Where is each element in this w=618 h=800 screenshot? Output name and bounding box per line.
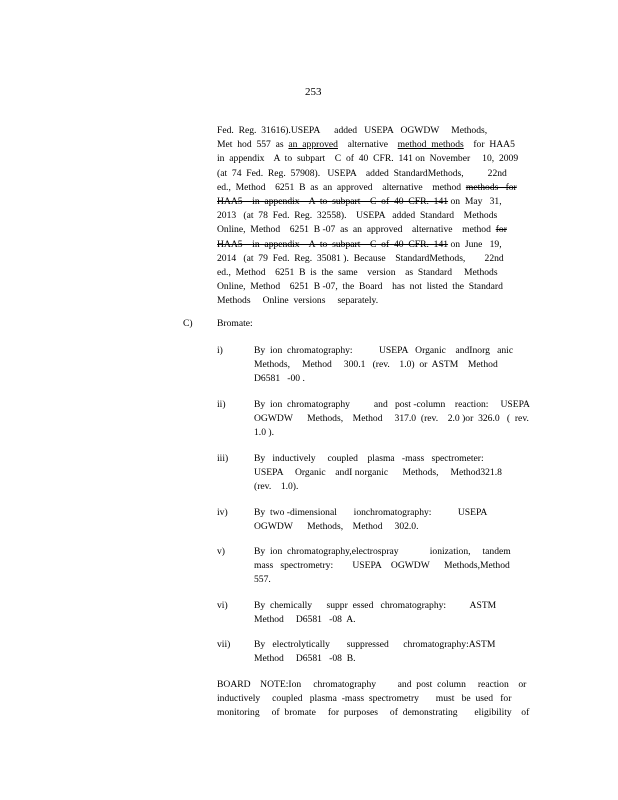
note-line: inductively coupled plasma -mass spectrometry must be used for bbox=[217, 693, 512, 705]
item-line: By chemically suppr essed chromatography: ASTM bbox=[254, 600, 497, 611]
struck-text: HAA5 in appendix A to subpart C of 40 CFR. 141 bbox=[217, 196, 449, 208]
item-line: Method D6581 -08 A. bbox=[254, 614, 356, 626]
item-line: By ion chromatography,electrospray ionization, tandem bbox=[254, 546, 511, 557]
item-number: iii) bbox=[217, 453, 229, 464]
intro-line-8: Online, Method 6251 B -07 as an approved alternative method for bbox=[217, 224, 507, 236]
item-line: OGWDW Methods, Method 317.0 (rev. 2.0 )or 326.0 ( rev. bbox=[254, 413, 529, 425]
intro-line-11: ed., Method 6251 B is the same version as Standard Methods bbox=[217, 267, 498, 279]
item-number: vii) bbox=[217, 639, 231, 650]
item-number: vi) bbox=[217, 600, 228, 611]
board-note bbox=[217, 678, 537, 721]
page-number: 253 bbox=[305, 86, 322, 98]
item-line: Method D6581 -08 B. bbox=[254, 653, 356, 665]
item-line: By two -dimensional ionchromatography: USEPA bbox=[254, 507, 488, 518]
item-line: OGWDW Methods, Method 302.0. bbox=[254, 521, 419, 533]
item-line: Methods, Method 300.1 (rev. 1.0) or ASTM Method bbox=[254, 359, 498, 371]
intro-line-12: Online, Method 6251 B -07, the Board has not listed the Standard bbox=[217, 281, 503, 293]
item-line: D6581 -00 . bbox=[254, 373, 305, 385]
item-line: 557. bbox=[254, 574, 271, 586]
item-number: iv) bbox=[217, 507, 228, 518]
struck-text: for bbox=[495, 224, 507, 236]
intro-line-5: ed., Method 6251 B as an approved alternative method methods for bbox=[217, 181, 517, 193]
item-line: By inductively coupled plasma -mass spectrometer: bbox=[254, 453, 484, 464]
item-line: By ion chromatography: USEPA Organic andInorg anic bbox=[254, 345, 514, 356]
intro-paragraph bbox=[217, 124, 527, 309]
intro-line-2: Met hod 557 as an approved alternative method methods for HAA5 bbox=[217, 139, 515, 151]
intro-line-9: HAA5 in appendix A to subpart C of 40 CFR. 141 on June 19, bbox=[217, 238, 502, 250]
item-line: mass spectrometry: USEPA OGWDW Methods,Method bbox=[254, 560, 510, 572]
item-line: By electrolytically suppressed chromatography:ASTM bbox=[254, 639, 496, 650]
note-line: BOARD NOTE:Ion chromatography and post column reaction or bbox=[217, 679, 527, 690]
intro-line-6: HAA5 in appendix A to subpart C of 40 CFR. 141 on May 31, bbox=[217, 196, 502, 208]
section-c-title: Bromate: bbox=[217, 318, 253, 329]
item-line: (rev. 1.0). bbox=[254, 481, 299, 493]
intro-line-4: (at 74 Fed. Reg. 57908). USEPA added StandardMethods, 22nd bbox=[217, 167, 507, 179]
note-line: monitoring of bromate for purposes of demonstrating eligibility of bbox=[217, 707, 530, 719]
section-c-label: C) bbox=[183, 318, 193, 329]
intro-line-10: 2014 (at 79 Fed. Reg. 35081 ). Because StandardMethods, 22nd bbox=[217, 252, 504, 264]
item-number: v) bbox=[217, 546, 225, 557]
struck-text: methods for bbox=[465, 181, 517, 193]
item-number: i) bbox=[217, 345, 223, 356]
intro-line-7: 2013 (at 78 Fed. Reg. 32558). USEPA added Standard Methods bbox=[217, 210, 498, 222]
intro-line-13: Methods Online versions separately. bbox=[217, 295, 379, 307]
item-number: ii) bbox=[217, 399, 226, 410]
intro-line-1: Fed. Reg. 31616).USEPA added USEPA OGWDW Methods, bbox=[217, 125, 488, 136]
item-line: 1.0 ). bbox=[254, 427, 274, 439]
item-line: By ion chromatography and post -column reaction: USEPA bbox=[254, 399, 530, 410]
item-line: USEPA Organic andI norganic Methods, Method321.8 bbox=[254, 467, 502, 479]
intro-line-3: in appendix A to subpart C of 40 CFR. 141 on November 10, 2009 bbox=[217, 153, 519, 165]
struck-text: HAA5 in appendix A to subpart C of 40 CFR. 141 bbox=[217, 238, 449, 250]
